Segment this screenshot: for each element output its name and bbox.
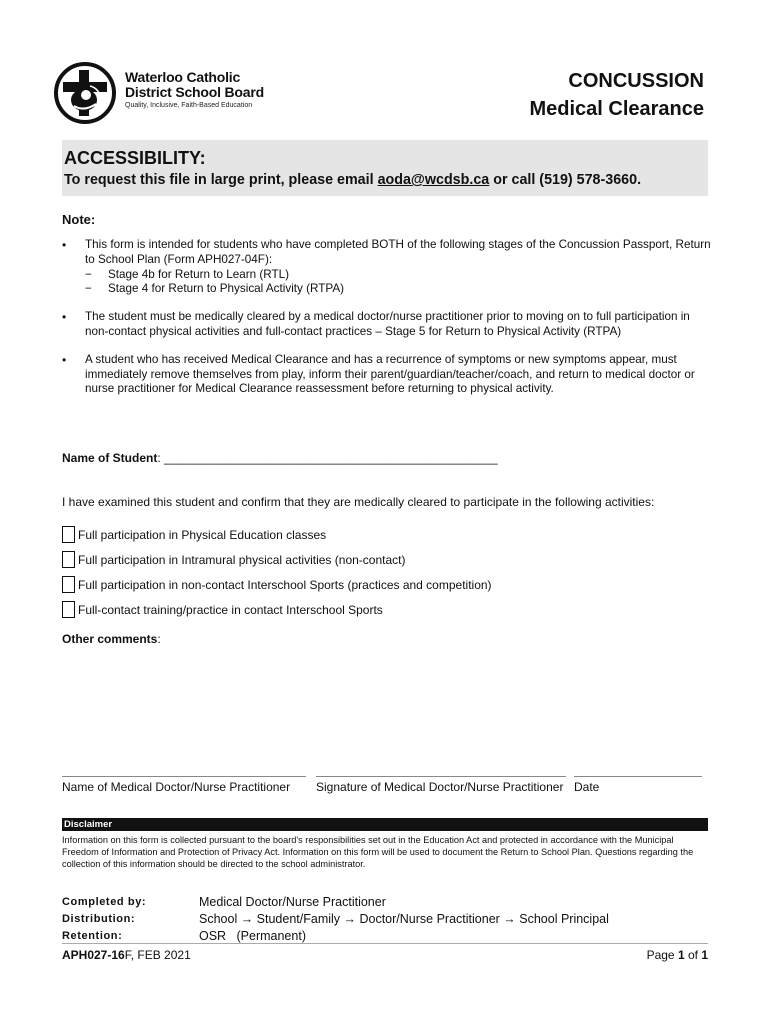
student-name-suffix: : (157, 451, 165, 465)
org-name (125, 70, 264, 109)
completed-by-value: Medical Doctor/Nurse Practitioner (199, 895, 386, 909)
org-name-line1: Waterloo Catholic (125, 69, 241, 85)
note-bullet-2-text: The student must be medically cleared by a medical doctor/nurse practitioner prior to moving on to full participation in non-contact physical activities and full-contact practices – Stage 5 for Return to Physical Activity (RTPA) (85, 310, 690, 338)
note-subitem-1 (85, 268, 712, 283)
signature-line (62, 776, 306, 777)
date-field[interactable] (574, 766, 702, 794)
checkbox[interactable] (62, 601, 75, 618)
distribution-label: Distribution: (62, 913, 136, 925)
wcdsb-logo-icon (54, 62, 116, 124)
accessibility-email-link[interactable]: aoda@wcdsb.ca (377, 172, 490, 188)
doctor-name-field[interactable] (62, 766, 306, 794)
checkbox[interactable] (62, 576, 75, 593)
note-bullet-3 (62, 353, 712, 397)
bullet-icon: • (62, 238, 67, 252)
note-bullet-list (62, 238, 712, 410)
note-bullet-1 (62, 238, 712, 297)
activity-option-3-label: Full participation in non-contact Interschool Sports (practices and competition) (78, 577, 492, 592)
note-heading: Note: (62, 212, 96, 227)
doctor-name-label: Name of Medical Doctor/Nurse Practitioner (62, 780, 291, 794)
form-code (62, 948, 191, 962)
note-bullet-3-text: A student who has received Medical Clearance and has a recurrence of symptoms or new symptoms appear, must immediately remove themselves from play, inform their parent/guardian/teacher/coach, and return to medical doctor or nurse practitioner for Medical Clearance reassessment before returning to physical activity. (85, 352, 695, 396)
retention-value: OSR (Permanent) (199, 929, 306, 943)
org-tagline: Quality, Inclusive, Faith-Based Education (125, 102, 253, 109)
activity-option-2[interactable] (62, 547, 492, 572)
form-title-line1: CONCUSSION (568, 70, 704, 92)
note-bullet-2 (62, 310, 712, 340)
distribution-value: School → Student/Family → Doctor/Nurse Practitioner → School Principal (199, 912, 609, 926)
checkbox[interactable] (62, 526, 75, 543)
accessibility-text-before: To request this file in large print, please email (64, 172, 378, 188)
page-mid: of (684, 948, 702, 962)
org-name-line2: District School Board (125, 84, 264, 100)
signature-section (62, 766, 708, 796)
retention-label: Retention: (62, 930, 123, 942)
page-total: 1 (701, 948, 708, 962)
dash-icon: − (85, 267, 92, 281)
signature-label: Signature of Medical Doctor/Nurse Practitioner (316, 780, 564, 794)
note-subitem-1-text: Stage 4b for Return to Learn (RTL) (108, 267, 290, 281)
disclaimer-text: Information on this form is collected pursuant to the board's responsibilities set out in the Education Act and protected in accordance with the Municipal Freedom of Information and Protection of Privacy Act. Information on this form will be used to document the Return to School Plan. Questions regarding the collection of this information should be directed to the school administrator. (62, 835, 694, 869)
student-name-label: Name of Student (62, 451, 158, 465)
activity-option-3[interactable] (62, 572, 492, 597)
checkbox[interactable] (62, 551, 75, 568)
date-label: Date (574, 780, 600, 794)
completed-by-label: Completed by: (62, 896, 147, 908)
signature-field[interactable] (316, 766, 566, 794)
form-title-line2: Medical Clearance (529, 98, 704, 120)
signature-line (574, 776, 702, 777)
student-name-blank[interactable]: __________________________________________________ (164, 451, 498, 465)
bullet-icon: • (62, 310, 67, 325)
examined-statement: I have examined this student and confirm that they are medically cleared to participate in the following activities: (62, 495, 655, 509)
activity-option-1-label: Full participation in Physical Education classes (78, 527, 327, 542)
activity-option-4[interactable] (62, 597, 492, 622)
signature-line (316, 776, 566, 777)
page-number (647, 948, 708, 962)
form-code-rest: F, FEB 2021 (124, 948, 191, 962)
activity-option-2-label: Full participation in Intramural physical activities (non-contact) (78, 552, 406, 567)
note-subitem-2 (85, 282, 712, 297)
activity-option-4-label: Full-contact training/practice in contact Interschool Sports (78, 602, 383, 617)
note-subitem-2-text: Stage 4 for Return to Physical Activity (RTPA) (108, 282, 345, 296)
other-comments-label: Other comments (62, 632, 158, 646)
other-comments-field[interactable] (62, 632, 161, 646)
other-comments-suffix: : (157, 632, 161, 646)
page-current: 1 (677, 948, 685, 962)
footer-divider (62, 943, 708, 944)
accessibility-heading: ACCESSIBILITY: (64, 148, 206, 168)
page-prefix: Page (646, 948, 678, 962)
activity-option-1[interactable] (62, 522, 492, 547)
student-name-field[interactable] (62, 451, 498, 465)
bullet-icon: • (62, 352, 67, 367)
disclaimer-label: Disclaimer (64, 819, 113, 830)
dash-icon: − (85, 282, 92, 296)
form-meta (62, 894, 609, 945)
form-title (529, 70, 704, 121)
completed-by-row (62, 894, 609, 911)
note-bullet-1-text: This form is intended for students who have completed BOTH of the following stages of the Concussion Passport, Return to School Plan (Form APH027-04F): (85, 238, 711, 266)
form-code-bold: APH027-16 (62, 948, 125, 962)
activity-checklist (62, 522, 492, 622)
accessibility-text (64, 172, 641, 188)
distribution-row (62, 911, 609, 928)
accessibility-text-after: or call (519) 578-3660. (489, 172, 642, 188)
accessibility-banner (62, 140, 708, 196)
disclaimer-header (62, 818, 708, 831)
